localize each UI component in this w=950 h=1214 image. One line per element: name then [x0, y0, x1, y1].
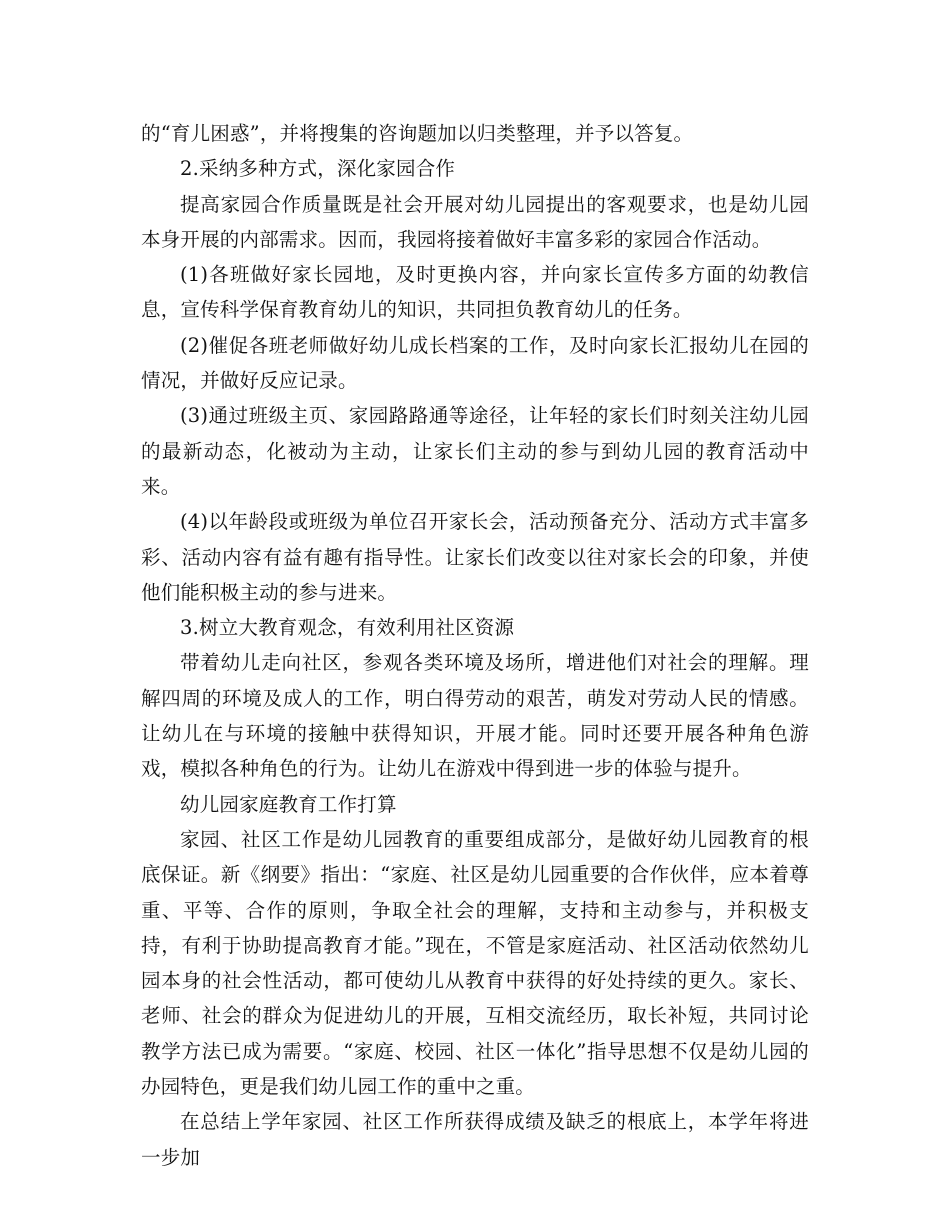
section-heading-3: 3.树立大教育观念，有效利用社区资源	[180, 616, 515, 640]
paragraph: 提高家园合作质量既是社会开展对幼儿园提出的客观要求，也是幼儿园本身开展的内部需求。因而，我园将接着做好丰富多彩的家园合作活动。	[141, 192, 809, 251]
list-item-2: (2)催促各班老师做好幼儿成长档案的工作，及时向家长汇报幼儿在园的情况，并做好反应记录。	[141, 333, 809, 393]
paragraph-continuation: 的“育儿困惑”，并将搜集的咨询题加以归类整理，并予以答复。	[141, 122, 694, 145]
document-subtitle: 幼儿园家庭教育工作打算	[180, 792, 397, 816]
section-heading-2: 2.采纳多种方式，深化家园合作	[180, 157, 456, 181]
paragraph: 家园、社区工作是幼儿园教育的重要组成部分，是做好幼儿园教育的根底保证。新《纲要》指出：“家庭、社区是幼儿园重要的合作伙伴，应本着尊重、平等、合作的原则，争取全社会的理解，支持和主动参与，并积极支持，有利于协助提高教育才能。”现在，不管是家庭活动、社区活动依然幼儿园本身的社会性活动，都可使幼儿从教育中获得的好处持续的更久。家长、老师、社会的群众为促进幼儿的开展，互相交流经历，取长补短，共同讨论教学方法已成为需要。“家庭、校园、社区一体化”指导思想不仅是幼儿园的办园特色，更是我们幼儿园工作的重中之重。	[141, 827, 809, 1099]
list-item-1: (1)各班做好家长园地，及时更换内容，并向家长宣传多方面的幼教信息，宣传科学保育教育幼儿的知识，共同担负教育幼儿的任务。	[141, 263, 809, 322]
document-body	[141, 116, 809, 1175]
paragraph: 带着幼儿走向社区，参观各类环境及场所，增进他们对社会的理解。理解四周的环境及成人的工作，明白得劳动的艰苦，萌发对劳动人民的情感。让幼儿在与环境的接触中获得知识，开展才能。同时还要开展各种角色游戏，模拟各种角色的行为。让幼儿在游戏中得到进一步的体验与提升。	[141, 651, 809, 781]
list-item-4: (4)以年龄段或班级为单位召开家长会，活动预备充分、活动方式丰富多彩、活动内容有益有趣有指导性。让家长们改变以往对家长会的印象，并使他们能积极主动的参与进来。	[141, 510, 809, 604]
list-item-3: (3)通过班级主页、家园路路通等途径，让年轻的家长们时刻关注幼儿园的最新动态，化被动为主动，让家长们主动的参与到幼儿园的教育活动中来。	[141, 404, 809, 498]
paragraph-truncated: 在总结上学年家园、社区工作所获得成绩及缺乏的根底上，本学年将进一步加	[141, 1110, 809, 1169]
